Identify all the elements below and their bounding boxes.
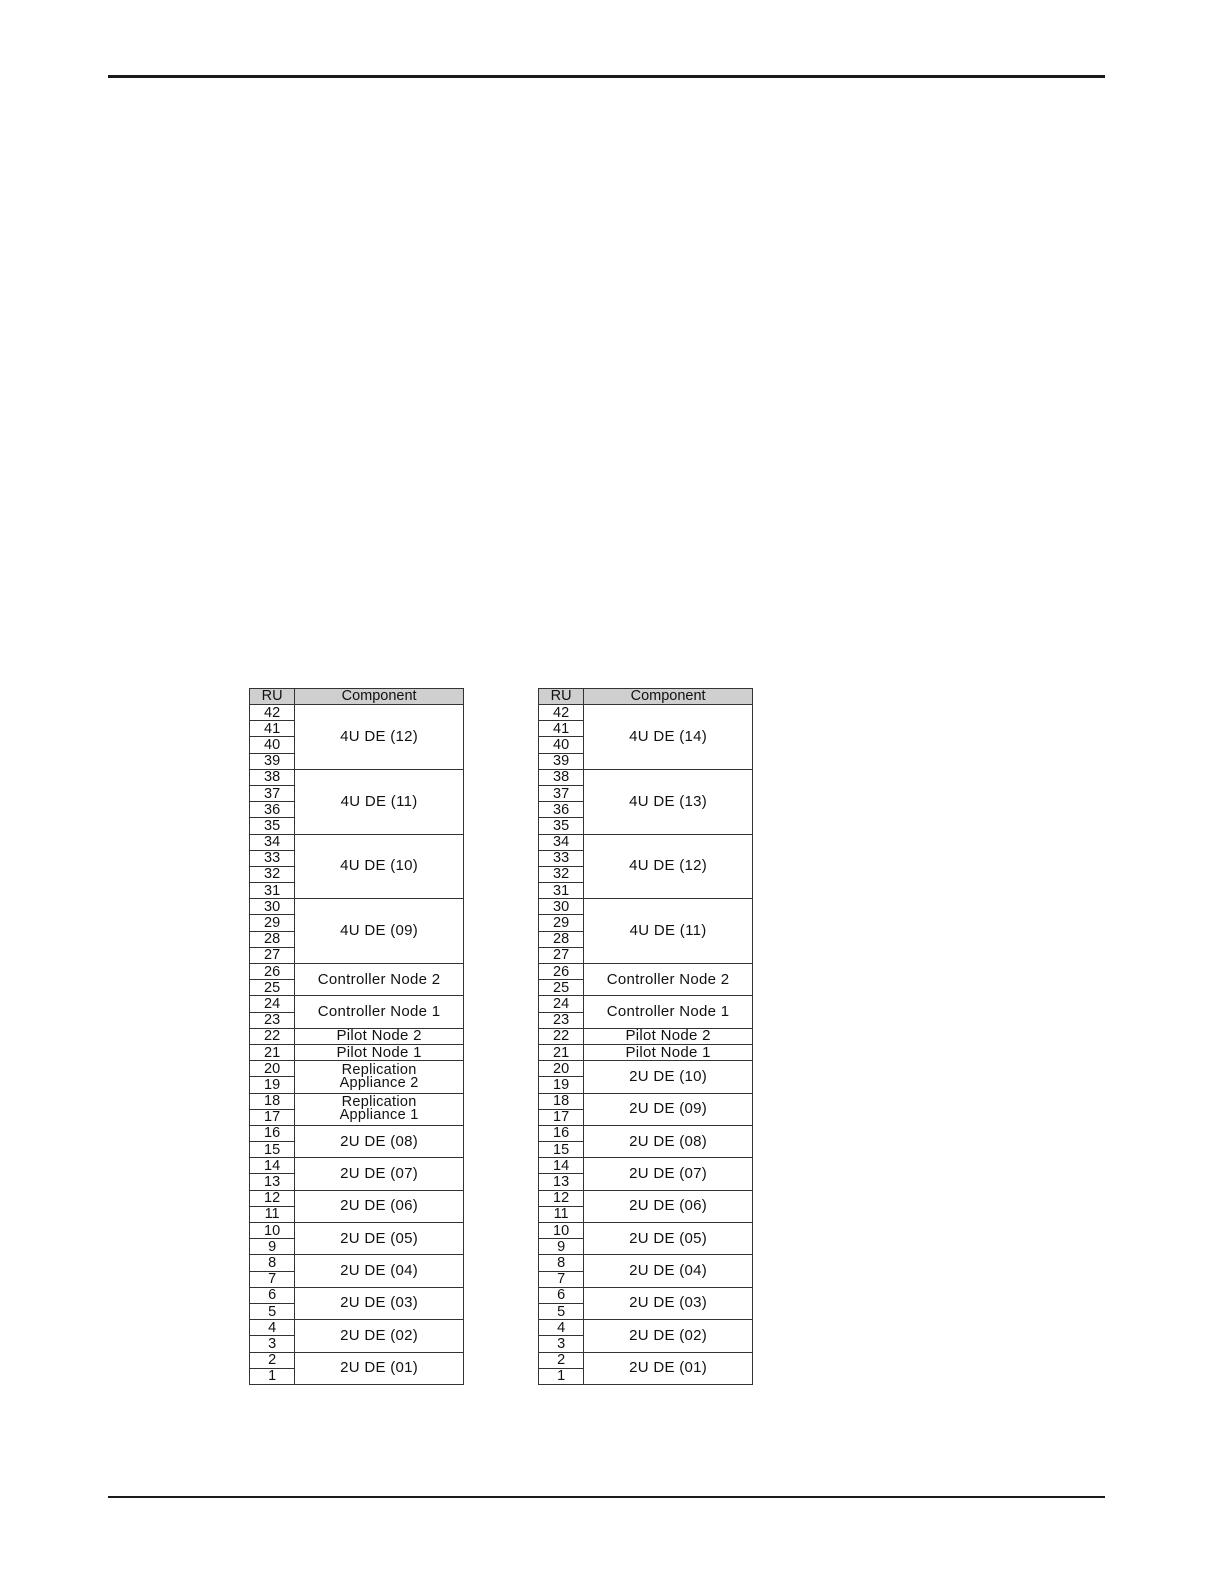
rack-unit-row: [539, 1093, 753, 1109]
rack-unit-number: 36: [539, 802, 584, 818]
rack-unit-row: [539, 705, 753, 721]
rack-unit-row: [250, 899, 464, 915]
rack-unit-number: 10: [250, 1223, 295, 1239]
component-cell: 2U DE (08): [584, 1125, 753, 1157]
rack-unit-row: [250, 964, 464, 980]
rack-unit-row: [250, 1287, 464, 1303]
rack-unit-row: [250, 1125, 464, 1141]
rack-unit-number: 32: [250, 866, 295, 882]
component-cell: 2U DE (02): [295, 1320, 464, 1352]
rack-unit-row: [250, 1352, 464, 1368]
footer-rule: [108, 1496, 1105, 1498]
rack-unit-number: 15: [539, 1142, 584, 1158]
rack-unit-row: [250, 769, 464, 785]
rack-unit-number: 3: [250, 1336, 295, 1352]
rack-unit-number: 18: [539, 1093, 584, 1109]
rack-unit-row: [539, 1223, 753, 1239]
rack-unit-number: 25: [539, 980, 584, 996]
component-cell: 2U DE (03): [295, 1287, 464, 1319]
component-cell: Pilot Node 2: [295, 1028, 464, 1044]
rack-layout-table-right: [538, 688, 753, 1385]
component-cell: Pilot Node 2: [584, 1028, 753, 1044]
rack-unit-row: [250, 996, 464, 1012]
rack-unit-number: 40: [250, 737, 295, 753]
rack-unit-number: 12: [250, 1190, 295, 1206]
rack-unit-row: [539, 964, 753, 980]
rack-unit-number: 2: [250, 1352, 295, 1368]
component-cell: Replication Appliance 2: [295, 1061, 464, 1093]
component-cell: Controller Node 2: [295, 964, 464, 996]
rack-body: [539, 705, 753, 1385]
rack-unit-number: 20: [539, 1061, 584, 1077]
rack-unit-number: 21: [539, 1044, 584, 1060]
rack-unit-row: [250, 1028, 464, 1044]
component-cell: 2U DE (06): [295, 1190, 464, 1222]
table-header-row: [539, 689, 753, 705]
rack-unit-number: 27: [250, 947, 295, 963]
rack-unit-number: 14: [250, 1158, 295, 1174]
rack-unit-number: 2: [539, 1352, 584, 1368]
rack-unit-row: [250, 1223, 464, 1239]
component-cell: 2U DE (01): [584, 1352, 753, 1384]
rack-unit-number: 6: [539, 1287, 584, 1303]
rack-unit-number: 5: [250, 1303, 295, 1319]
component-cell: Pilot Node 1: [584, 1044, 753, 1060]
rack-unit-row: [539, 1044, 753, 1060]
rack-unit-row: [539, 1190, 753, 1206]
rack-unit-number: 16: [539, 1125, 584, 1141]
rack-unit-row: [250, 1320, 464, 1336]
rack-unit-number: 24: [539, 996, 584, 1012]
rack-unit-row: [539, 834, 753, 850]
rack-unit-number: 40: [539, 737, 584, 753]
rack-unit-number: 29: [539, 915, 584, 931]
component-cell: 4U DE (09): [295, 899, 464, 964]
rack-unit-number: 36: [250, 802, 295, 818]
component-cell: 4U DE (11): [584, 899, 753, 964]
rack-unit-number: 15: [250, 1142, 295, 1158]
rack-unit-number: 41: [250, 721, 295, 737]
rack-unit-number: 37: [250, 785, 295, 801]
rack-unit-row: [539, 1028, 753, 1044]
component-cell: 4U DE (10): [295, 834, 464, 899]
rack-unit-number: 11: [250, 1206, 295, 1222]
rack-unit-row: [539, 1255, 753, 1271]
rack-unit-number: 8: [539, 1255, 584, 1271]
rack-unit-number: 42: [250, 705, 295, 721]
rack-unit-number: 21: [250, 1044, 295, 1060]
rack-unit-number: 35: [539, 818, 584, 834]
rack-unit-row: [539, 1158, 753, 1174]
rack-unit-number: 4: [539, 1320, 584, 1336]
rack-unit-number: 33: [539, 850, 584, 866]
rack-unit-number: 8: [250, 1255, 295, 1271]
component-cell: 4U DE (14): [584, 705, 753, 770]
component-cell: 4U DE (13): [584, 769, 753, 834]
rack-unit-number: 13: [250, 1174, 295, 1190]
rack-unit-number: 38: [250, 769, 295, 785]
component-cell: 2U DE (06): [584, 1190, 753, 1222]
rack-unit-number: 34: [250, 834, 295, 850]
component-cell: 2U DE (05): [295, 1223, 464, 1255]
rack-unit-number: 28: [250, 931, 295, 947]
rack-unit-number: 17: [539, 1109, 584, 1125]
rack-unit-number: 22: [539, 1028, 584, 1044]
rack-unit-number: 19: [539, 1077, 584, 1093]
rack-unit-number: 30: [539, 899, 584, 915]
rack-unit-row: [539, 899, 753, 915]
table-header-row: [250, 689, 464, 705]
rack-unit-row: [539, 1125, 753, 1141]
rack-unit-number: 22: [250, 1028, 295, 1044]
component-cell: 2U DE (04): [584, 1255, 753, 1287]
rack-unit-row: [250, 705, 464, 721]
rack-unit-number: 24: [250, 996, 295, 1012]
rack-unit-row: [539, 1320, 753, 1336]
rack-unit-number: 41: [539, 721, 584, 737]
header-rule: [108, 75, 1105, 78]
component-cell: 2U DE (07): [584, 1158, 753, 1190]
component-cell: 4U DE (11): [295, 769, 464, 834]
rack-unit-number: 9: [250, 1239, 295, 1255]
rack-unit-number: 7: [250, 1271, 295, 1287]
component-cell: 2U DE (09): [584, 1093, 753, 1125]
rack-unit-number: 17: [250, 1109, 295, 1125]
ru-column-header: RU: [539, 689, 584, 705]
component-cell: Controller Node 1: [584, 996, 753, 1028]
rack-unit-row: [250, 1190, 464, 1206]
rack-unit-number: 34: [539, 834, 584, 850]
rack-unit-number: 18: [250, 1093, 295, 1109]
rack-unit-number: 26: [250, 964, 295, 980]
rack-unit-number: 10: [539, 1223, 584, 1239]
rack-unit-number: 14: [539, 1158, 584, 1174]
component-cell: 4U DE (12): [295, 705, 464, 770]
rack-unit-number: 27: [539, 947, 584, 963]
rack-unit-number: 42: [539, 705, 584, 721]
rack-unit-row: [250, 834, 464, 850]
rack-unit-number: 32: [539, 866, 584, 882]
rack-unit-row: [250, 1255, 464, 1271]
rack-unit-number: 12: [539, 1190, 584, 1206]
component-cell: 2U DE (05): [584, 1223, 753, 1255]
component-cell: 2U DE (10): [584, 1061, 753, 1093]
rack-unit-number: 19: [250, 1077, 295, 1093]
component-cell: 4U DE (12): [584, 834, 753, 899]
rack-unit-number: 26: [539, 964, 584, 980]
rack-unit-row: [250, 1061, 464, 1077]
component-cell: 2U DE (08): [295, 1125, 464, 1157]
component-cell: Replication Appliance 1: [295, 1093, 464, 1125]
rack-unit-number: 29: [250, 915, 295, 931]
rack-unit-number: 16: [250, 1125, 295, 1141]
component-cell: Pilot Node 1: [295, 1044, 464, 1060]
rack-unit-number: 5: [539, 1303, 584, 1319]
rack-unit-number: 1: [250, 1368, 295, 1384]
rack-unit-number: 4: [250, 1320, 295, 1336]
rack-unit-row: [250, 1044, 464, 1060]
rack-unit-row: [539, 996, 753, 1012]
rack-unit-row: [539, 1352, 753, 1368]
component-cell: 2U DE (03): [584, 1287, 753, 1319]
rack-unit-number: 37: [539, 785, 584, 801]
rack-unit-number: 31: [250, 883, 295, 899]
rack-layout-table-left: [249, 688, 464, 1385]
component-column-header: Component: [584, 689, 753, 705]
rack-unit-row: [539, 1061, 753, 1077]
rack-unit-number: 7: [539, 1271, 584, 1287]
rack-unit-number: 39: [539, 753, 584, 769]
component-cell: 2U DE (02): [584, 1320, 753, 1352]
rack-unit-number: 38: [539, 769, 584, 785]
rack-unit-number: 1: [539, 1368, 584, 1384]
rack-unit-number: 39: [250, 753, 295, 769]
rack-unit-row: [539, 769, 753, 785]
rack-unit-number: 13: [539, 1174, 584, 1190]
rack-unit-number: 6: [250, 1287, 295, 1303]
rack-unit-number: 23: [250, 1012, 295, 1028]
rack-unit-number: 33: [250, 850, 295, 866]
rack-unit-number: 3: [539, 1336, 584, 1352]
component-column-header: Component: [295, 689, 464, 705]
rack-unit-number: 11: [539, 1206, 584, 1222]
component-cell: Controller Node 2: [584, 964, 753, 996]
component-cell: 2U DE (07): [295, 1158, 464, 1190]
rack-unit-row: [250, 1093, 464, 1109]
component-cell: Controller Node 1: [295, 996, 464, 1028]
rack-unit-number: 30: [250, 899, 295, 915]
rack-unit-number: 31: [539, 883, 584, 899]
rack-unit-number: 9: [539, 1239, 584, 1255]
rack-unit-row: [539, 1287, 753, 1303]
rack-unit-number: 20: [250, 1061, 295, 1077]
rack-unit-number: 25: [250, 980, 295, 996]
rack-unit-row: [250, 1158, 464, 1174]
rack-body: [250, 705, 464, 1385]
rack-unit-number: 35: [250, 818, 295, 834]
rack-unit-number: 28: [539, 931, 584, 947]
ru-column-header: RU: [250, 689, 295, 705]
component-cell: 2U DE (01): [295, 1352, 464, 1384]
rack-unit-number: 23: [539, 1012, 584, 1028]
component-cell: 2U DE (04): [295, 1255, 464, 1287]
